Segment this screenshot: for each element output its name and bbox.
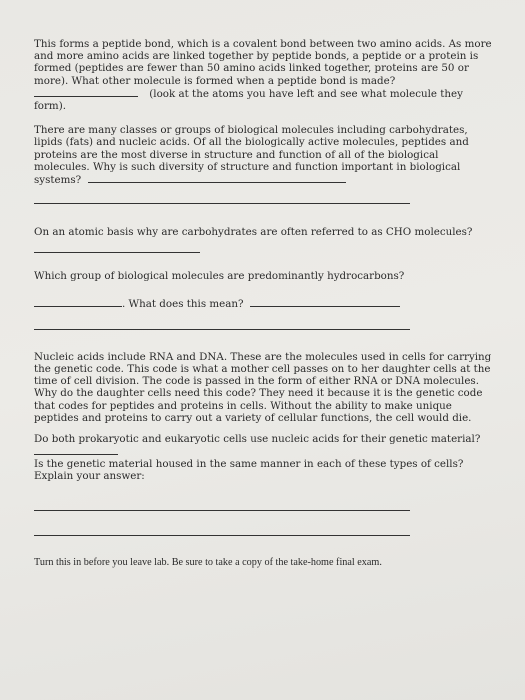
answer-line-explain-1[interactable] xyxy=(34,509,410,511)
hydrocarbons-answer-row xyxy=(34,297,492,310)
peptide-hint-continued: form). xyxy=(34,100,66,113)
explain-answer-label: Explain your answer: xyxy=(34,470,145,483)
question-prokaryotic-eukaryotic: Do both prokaryotic and eukaryotic cells use nucleic acids for their genetic material? xyxy=(34,433,481,446)
answer-line-prokaryotic[interactable] xyxy=(34,453,118,455)
answer-line-meaning-2[interactable] xyxy=(34,328,410,330)
peptide-bond-text: This forms a peptide bond, which is a covalent bond between two amino acids. As more and more amino acids are linked together by peptide bonds, a peptide or a protein is formed (peptides are fewer than 50 amino acids linked together, proteins are 50 or more). What other molecule is formed when a peptide bond is made? xyxy=(34,38,492,87)
nucleic-acids-paragraph: Nucleic acids include RNA and DNA. These are the molecules used in cells for carrying the genetic code. This code is what a mother cell passes on to her daughter cells at the time of cell division. The code is passed in the form of either RNA or DNA molecules. Why do the daughter cells need this code? They need it because it is the genetic code that codes for peptides and proteins in cells. Without the ability to make unique peptides and proteins to carry out a variety of cellular functions, the cell would die. xyxy=(34,350,492,424)
question-genetic-material-housing: Is the genetic material housed in the same manner in each of these types of cells? xyxy=(34,458,464,471)
worksheet-content xyxy=(34,38,492,569)
peptide-bond-paragraph xyxy=(34,38,492,87)
answer-blank-hydrocarbons[interactable] xyxy=(34,297,122,307)
peptide-hint-text: (look at the atoms you have left and see what molecule they xyxy=(149,87,463,100)
peptide-answer-row xyxy=(34,87,492,100)
answer-blank-meaning-1[interactable] xyxy=(250,297,400,307)
answer-line-explain-2[interactable] xyxy=(34,534,410,536)
diversity-paragraph xyxy=(34,124,492,186)
answer-blank-diversity-1[interactable] xyxy=(88,173,346,183)
answer-line-cho[interactable] xyxy=(34,251,200,253)
hydrocarbons-followup: . What does this mean? xyxy=(122,297,244,310)
diversity-text: There are many classes or groups of biological molecules including carbohydrates, lipids (fats) and nucleic acids. Of all the biologically active molecules, peptides and proteins are the most diverse in structure and function of all of the biological molecules. Why is such diversity of structure and function important in biological systems? xyxy=(34,124,469,187)
footer-instructions: Turn this in before you leave lab. Be sure to take a copy of the take-home final exam. xyxy=(34,556,382,568)
question-hydrocarbons: Which group of biological molecules are predominantly hydrocarbons? xyxy=(34,270,405,283)
answer-line-diversity-2[interactable] xyxy=(34,202,410,204)
answer-blank-peptide-molecule[interactable] xyxy=(34,87,138,97)
question-cho: On an atomic basis why are carbohydrates are often referred to as CHO molecules? xyxy=(34,226,473,239)
